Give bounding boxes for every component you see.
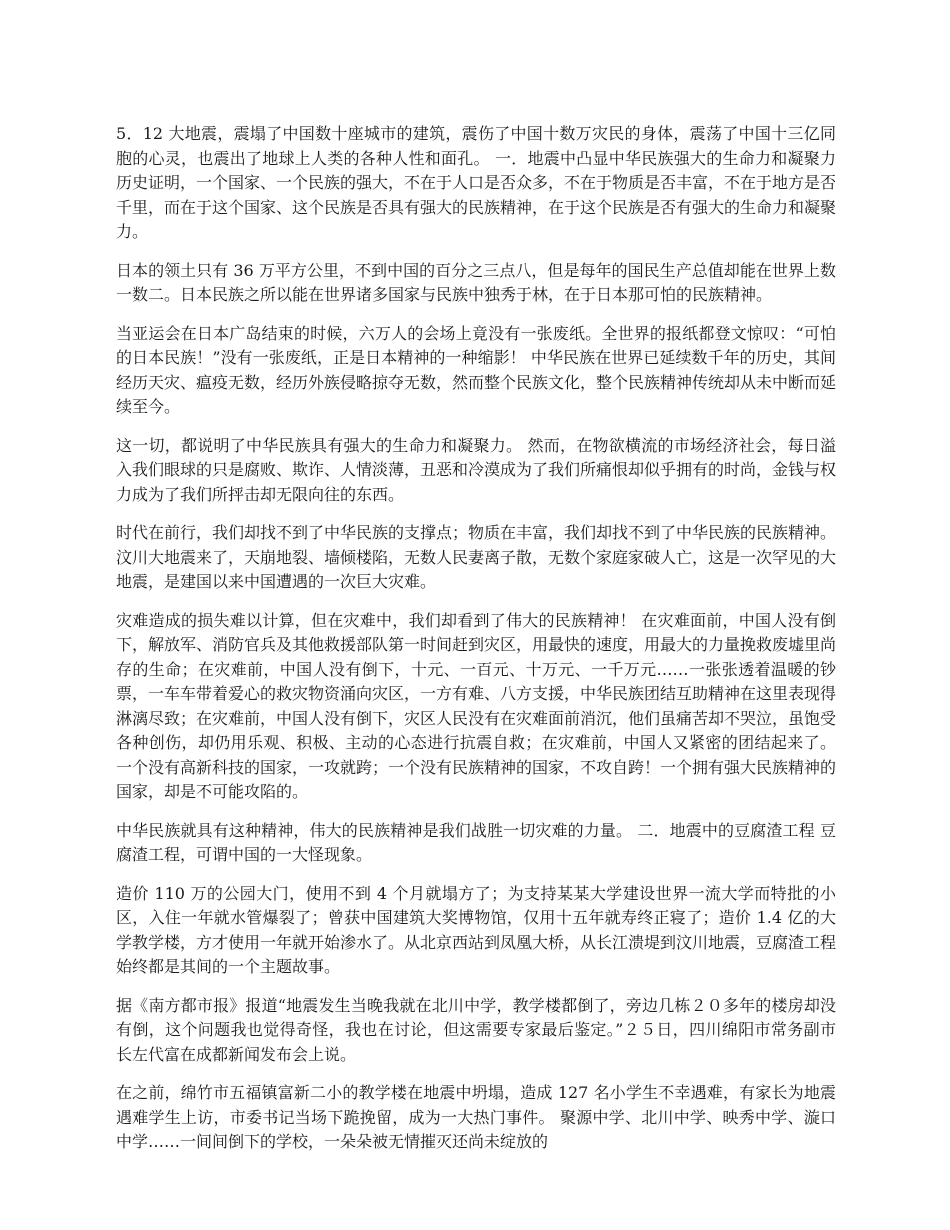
paragraph: 日本的领土只有 36 万平方公里，不到中国的百分之三点八，但是每年的国民生产总值却能在世界上数一数二。日本民族之所以能在世界诸多国家与民族中独秀于林，在于日本那可怕的民族精神。 bbox=[116, 260, 836, 304]
paragraph: 造价 110 万的公园大门，使用不到 4 个月就塌方了；为支持某某大学建设世界一流大学而特批的小区，入住一年就水管爆裂了；曾获中国建筑大奖博物馆，仅用十五年就寿终正寝了；造价 1.4 亿的大学教学楼，方才使用一年就开始渗水了。从北京西站到凤凰大桥，从长江溃堤到汶川地震，豆腐渣工程始终都是其间的一个主题故事。 bbox=[116, 883, 837, 976]
paragraph: 据《南方都市报》报道“地震发生当晚我就在北川中学，教学楼都倒了，旁边几栋２０多年的楼房却没有倒，这个问题我也觉得奇怪，我也在讨论，但这需要专家最后鉴定。”２５日，四川绵阳市常务副市长左代富在成都新闻发布会上说。 bbox=[116, 995, 836, 1064]
paragraph: 当亚运会在日本广岛结束的时候，六万人的会场上竟没有一张废纸。全世界的报纸都登文惊叹：“可怕的日本民族！”没有一张废纸，正是日本精神的一种缩影！ 中华民族在世界已延续数千年的历史，其间经历天灾、瘟疫无数，经历外族侵略掠夺无数，然而整个民族文化，整个民族精神传统却从未中断而延续至今。 bbox=[116, 323, 837, 416]
paragraph: 时代在前行，我们却找不到了中华民族的支撑点；物质在丰富，我们却找不到了中华民族的民族精神。 汶川大地震来了，天崩地裂、墙倾楼陷，无数人民妻离子散，无数个家庭家破人亡，这是一次罕见的大地震，是建国以来中国遭遇的一次巨大灾难。 bbox=[116, 523, 837, 591]
paragraph: 在之前，绵竹市五福镇富新二小的教学楼在地震中坍塌，造成 127 名小学生不幸遇难，有家长为地震遇难学生上访，市委书记当场下跪挽留，成为一大热门事件。 聚源中学、北川中学、映秀中学、漩口中学……一间间倒下的学校，一朵朵被无情摧灭还尚未绽放的 bbox=[116, 1083, 836, 1151]
paragraph: 中华民族就具有这种精神，伟大的民族精神是我们战胜一切灾难的力量。 二．地震中的豆腐渣工程 豆腐渣工程，可谓中国的一大怪现象。 bbox=[116, 820, 836, 864]
document-page bbox=[116, 122, 836, 1169]
paragraph: 这一切，都说明了中华民族具有强大的生命力和凝聚力。 然而，在物欲横流的市场经济社会，每日溢入我们眼球的只是腐败、欺诈、人情淡薄，丑恶和冷漠成为了我们所痛恨却似乎拥有的时尚，金钱与权力成为了我们所抨击却无限向往的东西。 bbox=[116, 435, 837, 504]
paragraph: 5．12 大地震，震塌了中国数十座城市的建筑，震伤了中国十数万灾民的身体，震荡了中国十三亿同胞的心灵，也震出了地球上人类的各种人性和面孔。 一．地震中凸显中华民族强大的生命力和凝聚力 历史证明，一个国家、一个民族的强大，不在于人口是否众多，不在于物质是否丰富，不在于地方是否千里，而在于这个国家、这个民族是否具有强大的民族精神，在于这个民族是否有强大的生命力和凝聚力。 bbox=[116, 124, 837, 241]
paragraph: 灾难造成的损失难以计算，但在灾难中，我们却看到了伟大的民族精神！ 在灾难面前，中国人没有倒下，解放军、消防官兵及其他救援部队第一时间赶到灾区，用最快的速度，用最大的力量挽救废墟里尚存的生命；在灾难前，中国人没有倒下，十元、一百元、十万元、一千万元……一张张透着温暖的钞票，一车车带着爱心的救灾物资涌向灾区，一方有难、八方支援，中华民族团结互助精神在这里表现得淋漓尽致；在灾难前，中国人没有倒下，灾区人民没有在灾难面前消沉，他们虽痛苦却不哭泣，虽饱受各种创伤，却仍用乐观、积极、主动的心态进行抗震自救；在灾难前，中国人又紧密的团结起来了。 一个没有高新科技的国家，一攻就跨；一个没有民族精神的国家，不攻自跨！一个拥有强大民族精神的国家，却是不可能攻陷的。 bbox=[116, 610, 837, 801]
